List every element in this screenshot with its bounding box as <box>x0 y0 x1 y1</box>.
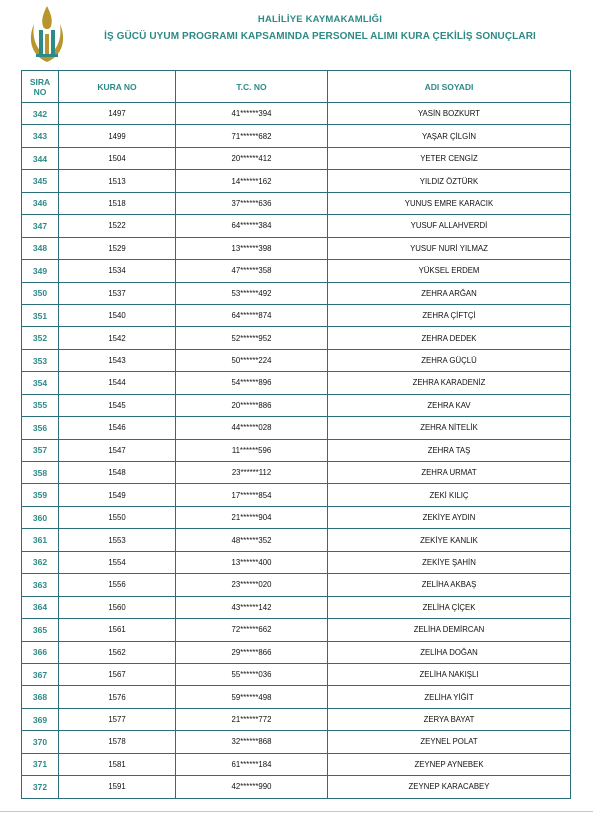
table-row <box>22 619 571 641</box>
name-cell: YUSUF NURİ YILMAZ <box>328 237 571 259</box>
table-row <box>22 103 571 125</box>
sira-no-cell: 354 <box>22 372 59 394</box>
tc-no-cell: 47******358 <box>176 260 328 282</box>
sira-no-cell: 360 <box>22 506 59 528</box>
table-row <box>22 574 571 596</box>
name-cell: ZEKİYE AYDIN <box>328 506 571 528</box>
table-row <box>22 125 571 147</box>
sira-no-cell: 348 <box>22 237 59 259</box>
table-row <box>22 663 571 685</box>
kura-no-cell: 1581 <box>59 753 176 775</box>
name-cell: ZEYNEP AYNEBEK <box>328 753 571 775</box>
sira-no-cell: 358 <box>22 462 59 484</box>
table-row <box>22 282 571 304</box>
tc-no-cell: 37******636 <box>176 192 328 214</box>
name-cell: ZEYNEL POLAT <box>328 731 571 753</box>
tc-no-cell: 13******398 <box>176 237 328 259</box>
table-row <box>22 506 571 528</box>
sira-no-cell: 347 <box>22 215 59 237</box>
kura-no-cell: 1577 <box>59 708 176 730</box>
kura-no-cell: 1562 <box>59 641 176 663</box>
kura-no-cell: 1544 <box>59 372 176 394</box>
name-cell: ZEKİ KILIÇ <box>328 484 571 506</box>
table-row <box>22 304 571 326</box>
sira-no-cell: 365 <box>22 619 59 641</box>
table-row <box>22 596 571 618</box>
tc-no-cell: 21******904 <box>176 506 328 528</box>
name-cell: ZEHRA KARADENİZ <box>328 372 571 394</box>
kura-no-cell: 1522 <box>59 215 176 237</box>
table-row <box>22 394 571 416</box>
kura-no-cell: 1554 <box>59 551 176 573</box>
table-row <box>22 147 571 169</box>
tc-no-cell: 23******020 <box>176 574 328 596</box>
tc-no-cell: 42******990 <box>176 776 328 798</box>
tc-no-cell: 21******772 <box>176 708 328 730</box>
kura-no-cell: 1567 <box>59 663 176 685</box>
kura-no-cell: 1504 <box>59 147 176 169</box>
name-cell: ZEHRA URMAT <box>328 462 571 484</box>
name-cell: YUNUS EMRE KARACIK <box>328 192 571 214</box>
name-cell: ZELİHA AKBAŞ <box>328 574 571 596</box>
document-subtitle: İŞ GÜCÜ UYUM PROGRAMI KAPSAMINDA PERSONEL ALIMI KURA ÇEKİLİŞ SONUÇLARI <box>104 31 536 42</box>
sira-no-cell: 366 <box>22 641 59 663</box>
sira-no-cell: 346 <box>22 192 59 214</box>
document-header <box>80 14 560 42</box>
kura-no-cell: 1548 <box>59 462 176 484</box>
kura-no-cell: 1537 <box>59 282 176 304</box>
tc-no-cell: 71******682 <box>176 125 328 147</box>
haliliye-emblem-icon <box>24 4 70 66</box>
column-header-kura-no: KURA NO <box>59 71 176 103</box>
tc-no-cell: 55******036 <box>176 663 328 685</box>
table-row <box>22 776 571 798</box>
name-cell: YAŞAR ÇİLGİN <box>328 125 571 147</box>
sira-no-cell: 342 <box>22 103 59 125</box>
tc-no-cell: 53******492 <box>176 282 328 304</box>
table-row <box>22 484 571 506</box>
table-row <box>22 170 571 192</box>
kura-no-cell: 1550 <box>59 506 176 528</box>
table-row <box>22 215 571 237</box>
tc-no-cell: 59******498 <box>176 686 328 708</box>
column-header-adi-soyadi: ADI SOYADI <box>328 71 571 103</box>
name-cell: ZELİHA DEMİRCAN <box>328 619 571 641</box>
table-row <box>22 349 571 371</box>
tc-no-cell: 48******352 <box>176 529 328 551</box>
kura-no-cell: 1497 <box>59 103 176 125</box>
column-header-tc-no: T.C. NO <box>176 71 328 103</box>
name-cell: ZEYNEP KARACABEY <box>328 776 571 798</box>
kura-no-cell: 1591 <box>59 776 176 798</box>
kura-no-cell: 1529 <box>59 237 176 259</box>
name-cell: ZERYA BAYAT <box>328 708 571 730</box>
name-cell: ZEKİYE KANLIK <box>328 529 571 551</box>
kura-no-cell: 1556 <box>59 574 176 596</box>
column-header-sira-no: SIRA NO <box>22 71 59 103</box>
name-cell: ZEHRA GÜÇLÜ <box>328 349 571 371</box>
kura-no-cell: 1518 <box>59 192 176 214</box>
table-row <box>22 462 571 484</box>
name-cell: YILDIZ ÖZTÜRK <box>328 170 571 192</box>
sira-no-cell: 372 <box>22 776 59 798</box>
sira-no-cell: 370 <box>22 731 59 753</box>
name-cell: ZELİHA NAKIŞLI <box>328 663 571 685</box>
table-row <box>22 731 571 753</box>
table-row <box>22 641 571 663</box>
name-cell: ZEHRA TAŞ <box>328 439 571 461</box>
results-table <box>21 70 571 799</box>
kura-no-cell: 1576 <box>59 686 176 708</box>
kura-no-cell: 1499 <box>59 125 176 147</box>
table-row <box>22 237 571 259</box>
table-row <box>22 529 571 551</box>
institution-title: HALİLİYE KAYMAKAMLIĞI <box>257 14 383 25</box>
kura-no-cell: 1546 <box>59 417 176 439</box>
kura-no-cell: 1545 <box>59 394 176 416</box>
sira-no-cell: 362 <box>22 551 59 573</box>
sira-no-cell: 353 <box>22 349 59 371</box>
page-bottom-rule <box>0 811 593 812</box>
sira-no-cell: 363 <box>22 574 59 596</box>
table-row <box>22 192 571 214</box>
kura-no-cell: 1560 <box>59 596 176 618</box>
kura-no-cell: 1543 <box>59 349 176 371</box>
tc-no-cell: 64******384 <box>176 215 328 237</box>
sira-no-cell: 364 <box>22 596 59 618</box>
tc-no-cell: 20******886 <box>176 394 328 416</box>
kura-no-cell: 1578 <box>59 731 176 753</box>
sira-no-cell: 357 <box>22 439 59 461</box>
name-cell: ZEHRA DEDEK <box>328 327 571 349</box>
sira-no-cell: 356 <box>22 417 59 439</box>
kura-no-cell: 1561 <box>59 619 176 641</box>
tc-no-cell: 64******874 <box>176 304 328 326</box>
name-cell: YUSUF ALLAHVERDİ <box>328 215 571 237</box>
name-cell: YÜKSEL ERDEM <box>328 260 571 282</box>
name-cell: ZELİHA DOĞAN <box>328 641 571 663</box>
sira-no-cell: 351 <box>22 304 59 326</box>
sira-no-cell: 361 <box>22 529 59 551</box>
sira-no-cell: 343 <box>22 125 59 147</box>
tc-no-cell: 20******412 <box>176 147 328 169</box>
name-cell: ZEHRA ÇİFTÇİ <box>328 304 571 326</box>
table-row <box>22 551 571 573</box>
sira-no-cell: 345 <box>22 170 59 192</box>
kura-no-cell: 1547 <box>59 439 176 461</box>
sira-no-cell: 344 <box>22 147 59 169</box>
tc-no-cell: 54******896 <box>176 372 328 394</box>
name-cell: ZELİHA ÇİÇEK <box>328 596 571 618</box>
name-cell: ZEHRA KAV <box>328 394 571 416</box>
tc-no-cell: 50******224 <box>176 349 328 371</box>
tc-no-cell: 44******028 <box>176 417 328 439</box>
table-row <box>22 260 571 282</box>
name-cell: YETER CENGİZ <box>328 147 571 169</box>
tc-no-cell: 43******142 <box>176 596 328 618</box>
name-cell: ZEHRA ARĞAN <box>328 282 571 304</box>
tc-no-cell: 11******596 <box>176 439 328 461</box>
tc-no-cell: 13******400 <box>176 551 328 573</box>
table-row <box>22 372 571 394</box>
table-row <box>22 327 571 349</box>
table-row <box>22 417 571 439</box>
kura-no-cell: 1549 <box>59 484 176 506</box>
kura-no-cell: 1542 <box>59 327 176 349</box>
sira-no-cell: 367 <box>22 663 59 685</box>
name-cell: YASİN BOZKURT <box>328 103 571 125</box>
name-cell: ZELİHA YİĞİT <box>328 686 571 708</box>
sira-no-cell: 350 <box>22 282 59 304</box>
name-cell: ZEKİYE ŞAHİN <box>328 551 571 573</box>
table-row <box>22 753 571 775</box>
sira-no-cell: 359 <box>22 484 59 506</box>
sira-no-cell: 355 <box>22 394 59 416</box>
tc-no-cell: 23******112 <box>176 462 328 484</box>
kura-no-cell: 1540 <box>59 304 176 326</box>
tc-no-cell: 61******184 <box>176 753 328 775</box>
kura-no-cell: 1513 <box>59 170 176 192</box>
kura-no-cell: 1553 <box>59 529 176 551</box>
tc-no-cell: 14******162 <box>176 170 328 192</box>
table-row <box>22 439 571 461</box>
tc-no-cell: 29******866 <box>176 641 328 663</box>
sira-no-cell: 352 <box>22 327 59 349</box>
name-cell: ZEHRA NİTELİK <box>328 417 571 439</box>
sira-no-cell: 369 <box>22 708 59 730</box>
tc-no-cell: 17******854 <box>176 484 328 506</box>
table-header-row <box>22 71 571 103</box>
tc-no-cell: 52******952 <box>176 327 328 349</box>
sira-no-cell: 368 <box>22 686 59 708</box>
table-row <box>22 686 571 708</box>
tc-no-cell: 72******662 <box>176 619 328 641</box>
tc-no-cell: 32******868 <box>176 731 328 753</box>
table-row <box>22 708 571 730</box>
sira-no-cell: 371 <box>22 753 59 775</box>
kura-no-cell: 1534 <box>59 260 176 282</box>
tc-no-cell: 41******394 <box>176 103 328 125</box>
sira-no-cell: 349 <box>22 260 59 282</box>
